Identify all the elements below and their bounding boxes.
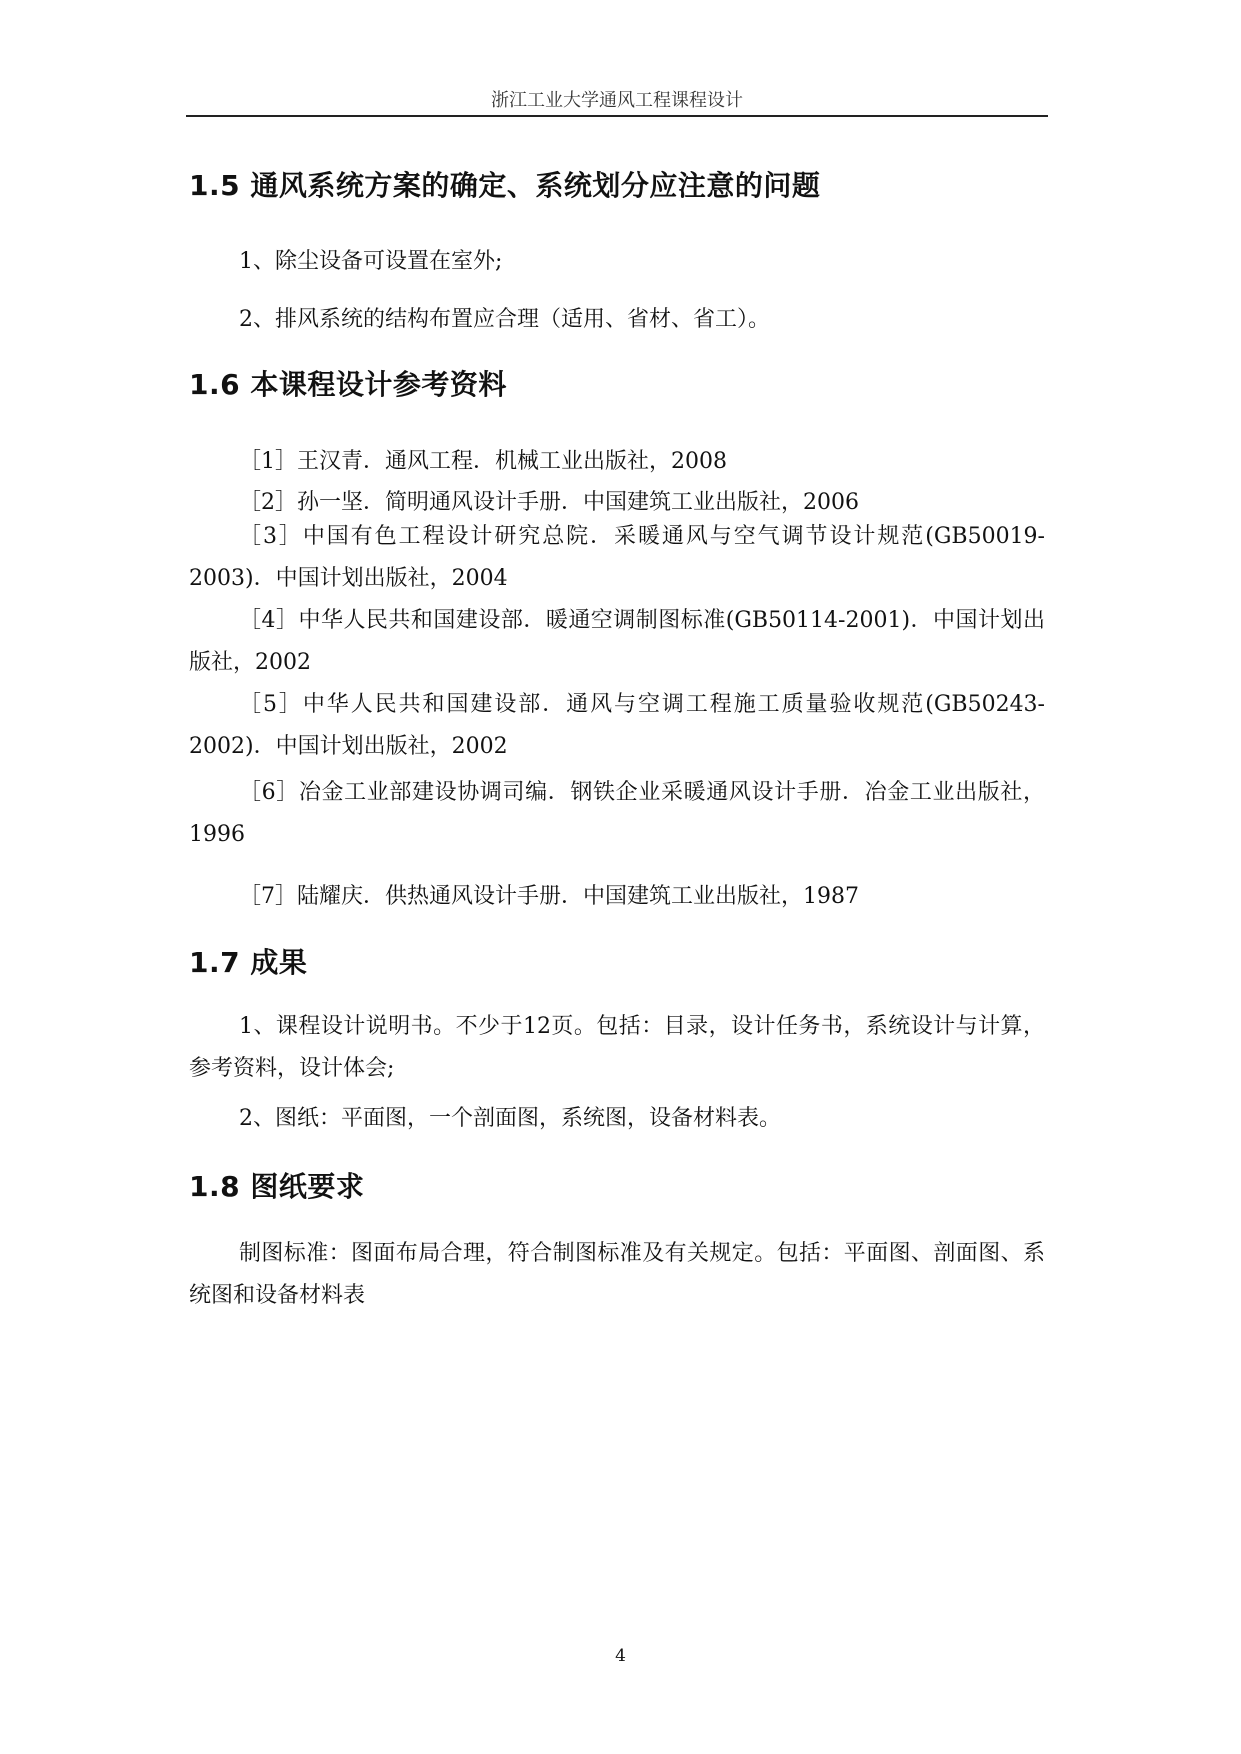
section-heading-1-6: 1.6 本课程设计参考资料 bbox=[189, 368, 507, 401]
section-heading-1-5: 1.5 通风系统方案的确定、系统划分应注意的问题 bbox=[189, 169, 821, 202]
section-heading-1-7: 1.7 成果 bbox=[189, 946, 308, 979]
reference-item: ［7］陆耀庆．供热通风设计手册．中国建筑工业出版社，1987 bbox=[239, 884, 859, 909]
list-item: 2、排风系统的结构布置应合理（适用、省材、省工）。 bbox=[239, 307, 770, 332]
reference-item: ［6］冶金工业部建设协调司编．钢铁企业采暖通风设计手册．冶金工业出版社，1996 bbox=[189, 780, 1045, 847]
reference-item: ［2］孙一坚．简明通风设计手册．中国建筑工业出版社，2006 bbox=[239, 490, 859, 515]
list-item: 1、课程设计说明书。不少于12页。包括：目录，设计任务书，系统设计与计算，参考资料，设计体会; bbox=[189, 1014, 1045, 1081]
list-item: 1、除尘设备可设置在室外; bbox=[239, 249, 503, 274]
header-divider bbox=[186, 115, 1048, 117]
paragraph: 制图标准：图面布局合理，符合制图标准及有关规定。包括：平面图、剖面图、系统图和设备材料表 bbox=[189, 1241, 1045, 1308]
running-header: 浙江工业大学通风工程课程设计 bbox=[491, 90, 743, 111]
list-item: 2、图纸：平面图，一个剖面图，系统图，设备材料表。 bbox=[239, 1106, 781, 1131]
page-number: 4 bbox=[615, 1646, 626, 1666]
reference-item: ［5］中华人民共和国建设部．通风与空调工程施工质量验收规范(GB50243-2002)．中国计划出版社，2002 bbox=[189, 692, 1045, 759]
section-heading-1-8: 1.8 图纸要求 bbox=[189, 1170, 365, 1203]
reference-item: ［4］中华人民共和国建设部．暖通空调制图标准(GB50114-2001)．中国计划出版社，2002 bbox=[189, 608, 1045, 675]
reference-item: ［1］王汉青．通风工程．机械工业出版社，2008 bbox=[239, 449, 727, 474]
reference-item: ［3］中国有色工程设计研究总院．采暖通风与空气调节设计规范(GB50019-2003)．中国计划出版社，2004 bbox=[189, 524, 1045, 591]
